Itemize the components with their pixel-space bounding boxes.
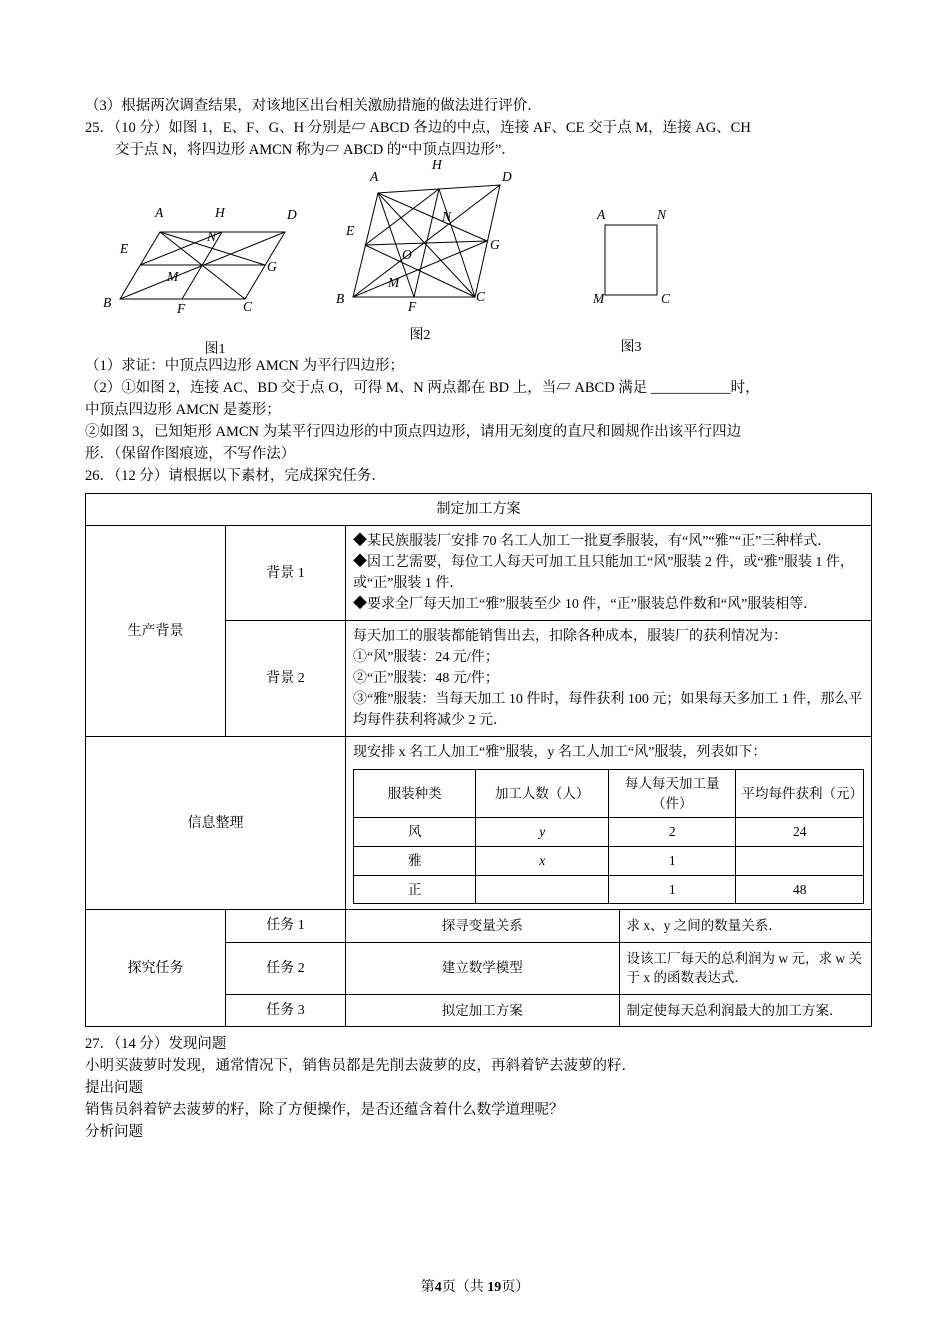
figure-2 xyxy=(336,157,560,344)
figure-3-svg xyxy=(585,207,725,317)
table-row xyxy=(86,526,872,621)
figure-1-caption: 图1 xyxy=(204,342,226,358)
figure-1-label-H: H xyxy=(215,205,225,221)
figure-2-label-M: M xyxy=(388,275,400,291)
background2-label: 背景 2 xyxy=(226,621,346,737)
figure-2-label-A: A xyxy=(370,169,379,185)
table-row xyxy=(354,818,864,847)
table-row xyxy=(354,875,864,904)
figure-1-label-A: A xyxy=(155,205,164,221)
task1-content xyxy=(346,910,872,943)
col-header-type: 服装种类 xyxy=(354,770,476,818)
q25-part1: （1）求证：中顶点四边形 AMCN 为平行四边形； xyxy=(85,358,405,375)
background2-intro: 每天加工的服装都能销售出去，扣除各种成本，服装厂的获利情况为： xyxy=(353,629,787,645)
cell-profit-feng: 24 xyxy=(736,818,864,847)
figure-2-label-G: G xyxy=(490,237,500,253)
task1-label: 任务 1 xyxy=(226,910,346,943)
figure-2-label-O: O xyxy=(402,247,412,263)
figure-3 xyxy=(585,207,725,356)
figure-1-svg xyxy=(115,207,315,319)
cell-output-zheng: 1 xyxy=(608,875,736,904)
background2-item-3: ③“雅”服装：当每天加工 10 件时，每件获利 100 元；如果每天多加工 1 件，那么平均每件获利将减少 2 元． xyxy=(353,692,863,729)
background1-item-1: ◆某民族服装厂安排 70 名工人加工一批夏季服装，有“风”“雅”“正”三种样式． xyxy=(353,534,832,550)
task3-name: 拟定加工方案 xyxy=(441,1002,523,1018)
q25-stem-line2: 交于点 N，将四边形 AMCN 称为▱ ABCD 的“中顶点四边形”． xyxy=(115,142,516,159)
footer-total-pages: 19 xyxy=(487,1280,502,1295)
info-content xyxy=(346,737,872,910)
material-title: 制定加工方案 xyxy=(86,494,872,526)
cell-type-feng: 风 xyxy=(354,818,476,847)
q27-line3: 销售员斜着铲去菠萝的籽，除了方便操作，是否还蕴含着什么数学道理呢？ xyxy=(85,1102,564,1119)
figure-1 xyxy=(103,205,315,358)
q25-part3: ②如图 3，已知矩形 AMCN 为某平行四边形的中顶点四边形，请用无刻度的直尺和圆规作出该平行四边 xyxy=(85,424,742,441)
table-row xyxy=(86,737,872,910)
background2-content xyxy=(346,621,872,737)
q27-stem: 27．（14 分）发现问题 xyxy=(85,1036,227,1053)
figure-2-caption: 图2 xyxy=(409,328,431,344)
figure-3-caption: 图3 xyxy=(620,340,642,356)
figure-1-label-N: N xyxy=(207,229,217,245)
cell-workers-feng: y xyxy=(476,818,609,847)
figure-2-label-F: F xyxy=(408,299,417,315)
table-row xyxy=(354,846,864,875)
material-table xyxy=(85,493,872,1027)
figure-1-label-G: G xyxy=(267,259,277,275)
q26-stem: 26．（12 分）请根据以下素材，完成探究任务． xyxy=(85,468,386,485)
q25-part2: （2）①如图 2，连接 AC、BD 交于点 O，可得 M、N 两点都在 BD 上，当▱ ABCD 满足 ___________时， xyxy=(85,380,760,397)
task3-label: 任务 3 xyxy=(226,994,346,1027)
clothing-table xyxy=(353,769,864,904)
figure-1-label-E: E xyxy=(120,241,129,257)
task-label: 探究任务 xyxy=(86,910,226,1027)
figure-1-label-M: M xyxy=(167,269,179,285)
cell-output-ya: 1 xyxy=(608,846,736,875)
q25-part2b: 中顶点四边形 AMCN 是菱形； xyxy=(85,402,281,419)
figure-1-label-B: B xyxy=(103,295,112,311)
footer-middle: 页（共 xyxy=(441,1280,484,1295)
q27-line1: 小明买菠萝时发现，通常情况下，销售员都是先削去菠萝的皮，再斜着铲去菠萝的籽． xyxy=(85,1058,636,1075)
cell-profit-ya xyxy=(736,846,864,875)
task3-content xyxy=(346,994,872,1027)
task2-content xyxy=(346,942,872,994)
figure-1-label-D: D xyxy=(287,207,297,223)
figure-2-label-H: H xyxy=(432,157,442,173)
q24-part3: （3）根据两次调查结果，对该地区出台相关激励措施的做法进行评价． xyxy=(85,98,542,114)
table-row xyxy=(86,910,872,943)
figure-3-label-N: N xyxy=(657,207,667,223)
task2-name: 建立数学模型 xyxy=(441,960,523,976)
background1-item-2: ◆因工艺需要，每位工人每天可加工且只能加工“风”服装 2 件，或“雅”服装 1 件，或“正”服装 1 件． xyxy=(353,555,854,592)
q25-part3b: 形．（保留作图痕迹，不写作法） xyxy=(85,446,296,463)
figure-3-label-A: A xyxy=(597,207,606,223)
col-header-workers: 加工人数（人） xyxy=(476,770,609,818)
task1-desc: 求 x、y 之间的数量关系． xyxy=(619,910,871,942)
background2-item-2: ②“正”服装：48 元/件； xyxy=(353,671,499,687)
figure-2-svg xyxy=(340,173,560,315)
figure-3-label-C: C xyxy=(661,291,671,307)
q27-line2: 提出问题 xyxy=(85,1080,143,1097)
footer-suffix: 页） xyxy=(501,1280,530,1295)
page-footer xyxy=(0,1276,950,1296)
figure-3-label-M: M xyxy=(593,291,605,307)
task3-desc: 制定使每天总利润最大的加工方案． xyxy=(619,995,871,1027)
q25-stem-line1: 25．（10 分）如图 1，E、F、G、H 分别是▱ ABCD 各边的中点，连接 AF、CE 交于点 M，连接 AG、CH xyxy=(85,120,751,137)
table-header-row xyxy=(354,770,864,818)
figure-1-label-F: F xyxy=(177,301,186,317)
background1-label: 背景 1 xyxy=(226,526,346,621)
footer-prefix: 第 xyxy=(420,1280,435,1295)
footer-page-number: 4 xyxy=(434,1280,442,1295)
background1-item-3: ◆要求全厂每天加工“雅”服装至少 10 件，“正”服装总件数和“风”服装相等． xyxy=(353,597,818,613)
col-header-profit: 平均每件获利（元） xyxy=(736,770,864,818)
figure-2-label-D: D xyxy=(502,169,512,185)
cell-workers-ya: x xyxy=(476,846,609,875)
task2-desc: 设该工厂每天的总利润为 w 元，求 w 关于 x 的函数表达式． xyxy=(619,943,871,994)
task1-name: 探寻变量关系 xyxy=(441,918,523,934)
q27-block xyxy=(85,1033,872,1143)
figure-2-label-B: B xyxy=(336,291,345,307)
background2-item-1: ①“风”服装：24 元/件； xyxy=(353,650,499,666)
figure-2-label-E: E xyxy=(346,223,355,239)
info-intro: 现安排 x 名工人加工“雅”服装，y 名工人加工“风”服装，列表如下： xyxy=(353,745,767,761)
figure-2-label-C: C xyxy=(476,289,486,305)
info-label: 信息整理 xyxy=(86,737,346,910)
background-label: 生产背景 xyxy=(86,526,226,737)
figure-group xyxy=(85,157,872,358)
figure-1-label-C: C xyxy=(243,299,253,315)
cell-type-zheng: 正 xyxy=(354,875,476,904)
q27-line4: 分析问题 xyxy=(85,1124,143,1141)
col-header-output: 每人每天加工量（件） xyxy=(608,770,736,818)
cell-output-feng: 2 xyxy=(608,818,736,847)
task2-label: 任务 2 xyxy=(226,942,346,994)
table-row xyxy=(86,494,872,526)
background1-content xyxy=(346,526,872,621)
cell-type-ya: 雅 xyxy=(354,846,476,875)
cell-workers-zheng xyxy=(476,875,609,904)
cell-profit-zheng: 48 xyxy=(736,875,864,904)
figure-2-label-N: N xyxy=(442,209,452,225)
